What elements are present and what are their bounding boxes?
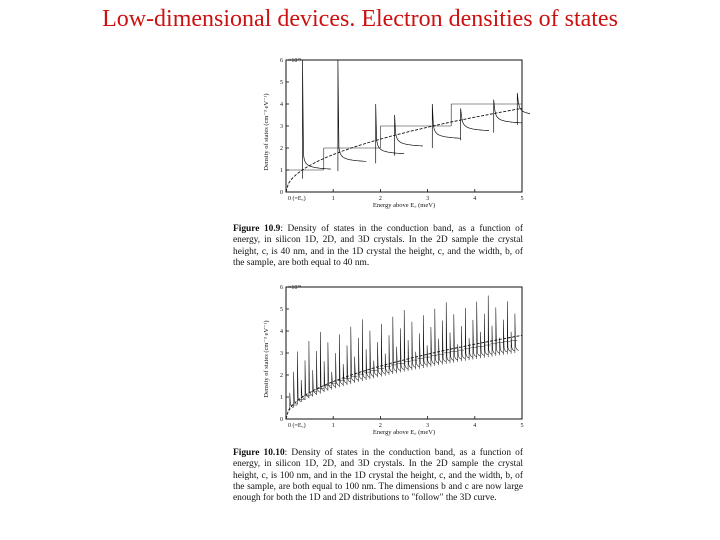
series-1d-peak [496,308,500,356]
y-ticks [280,285,289,423]
series-1d-peak [362,319,366,381]
x-tick-label: 0 (=E꜀) [288,423,306,429]
y-tick-label: 0 [280,190,283,196]
series-1d-peak [339,334,343,387]
series-3d-line [286,108,522,192]
y-axis-label: Density of states (cm⁻³ eV⁻¹) [263,320,270,398]
x-tick-label: 5 [520,196,524,202]
x-tick-label: 2 [378,423,382,429]
series-1d-peak [395,115,423,156]
series-1d-peak [488,296,492,358]
series-1d-peak [461,108,489,140]
series-1d-peak [446,302,450,364]
x-tick-label: 0 (=E꜀) [288,196,306,202]
series-1d-peak [481,332,485,358]
series-1d-peak [465,308,469,361]
series-1d-peak [366,349,370,380]
y-tick-label: 4 [280,102,283,108]
y-ticks [280,58,289,196]
series-1d-peak [462,326,466,361]
scale-label: ×10¹⁹ [288,285,302,291]
series-1d-peak [301,380,305,402]
series-1d-peak [423,315,427,368]
y-axis-label: Density of states (cm⁻³ eV⁻¹) [263,93,270,171]
series-1d-peak [393,317,397,374]
x-ticks [286,416,524,429]
series-1d-peak [484,314,488,358]
series-1d-peak [359,338,363,382]
figure-2-caption [233,448,523,504]
x-axis-label: Energy above E꜀ (meV) [372,202,436,209]
y-tick-label: 5 [280,80,283,86]
x-tick-label: 5 [520,423,524,429]
y-tick-label: 2 [280,373,283,379]
series-1d-peak [397,347,401,373]
series-1d-peak [427,345,431,367]
x-tick-label: 4 [473,423,477,429]
series-1d-peak [313,370,317,396]
series-1d-peak [404,310,408,372]
y-tick-label: 3 [280,124,283,130]
slide-title: Low-dimensional devices. Electron densities of states [102,6,618,32]
series-1d-peak [309,341,313,398]
series-1d-peak [328,342,332,390]
series-1d-peak [290,393,294,411]
x-tick-label: 3 [426,196,430,202]
y-tick-label: 4 [280,329,283,335]
series-1d-peak [507,301,511,354]
y-tick-label: 5 [280,307,283,313]
series-1d-peak [374,361,378,379]
series-1d-peak [431,327,435,367]
y-tick-label: 1 [280,395,283,401]
series-1d-peak [477,302,481,359]
caption-text: : Density of states in the conduction band, as a function of energy, in silicon 1D, 2D, and 3D crystals. In the 2D sample the crystal height, c, is 100 nm, and in the 1D crystal the height, c, and the width, b, of the sample, are both equal to 100 nm. The dimensions b and c are now large enough for both the 1D and 2D distributions to "follow" the 3D curve. [233,448,523,504]
figure-2-plot [258,279,530,437]
series-1d-peak [494,100,522,133]
series-1d-peak [473,320,477,360]
x-axis-label: Energy above E꜀ (meV) [372,429,436,436]
series-1d-peak [469,338,473,360]
series-1d-peak [370,331,374,379]
figure-1-plot [258,52,530,210]
x-tick-label: 2 [378,196,382,202]
series-1d-peak [503,320,507,355]
caption-text: : Density of states in the conduction band, as a function of energy, in silicon 1D, 2D, and 3D crystals. In the 2D sample the crystal height, c, is 40 nm, and in the 1D crystal the height, c, and the width, b, of the sample, are both equal to 40 nm. [233,224,523,268]
series-1d-peak [416,352,420,370]
y-tick-label: 6 [280,285,283,291]
figure-1-caption [233,224,523,269]
series-1d-peak [351,327,355,384]
series-1d-peak [511,332,515,354]
series-1d-peak [420,334,424,369]
series-1d-peak [454,314,458,362]
scale-label: ×10¹⁹ [288,58,302,64]
series-1d-peak [355,357,359,383]
y-tick-label: 2 [280,146,283,152]
caption-label: Figure 10.9 [233,224,281,234]
series-1d-peak [400,328,404,372]
y-tick-label: 0 [280,417,283,423]
series-1d-peak [492,326,496,357]
series-1d-peak [442,321,446,365]
series-1d-peak [338,60,366,171]
series-1d-peak [450,332,454,363]
series-1d-peak [303,60,331,179]
x-tick-label: 3 [426,423,430,429]
series-1d-peak [435,309,439,366]
series-1d-peak [297,352,301,405]
series-1d-peak [324,361,328,392]
series-1d-peak [343,364,347,386]
y-tick-label: 3 [280,351,283,357]
y-tick-label: 6 [280,58,283,64]
series-1d-peak [389,335,393,375]
series-1d-peak [500,338,504,356]
series-1d-peak [439,339,443,365]
series-1d-peak [412,322,416,370]
caption-label: Figure 10.10 [233,448,285,458]
x-tick-label: 1 [331,196,335,202]
series-1d-peak [408,340,412,371]
series-1d-peak [347,345,351,385]
x-tick-label: 4 [473,196,477,202]
series-1d-peak [320,332,324,394]
x-tick-label: 1 [331,423,335,429]
series-1d-peak [378,342,382,377]
curves [286,296,522,420]
series-1d-peak [515,314,519,354]
curves [286,60,530,192]
y-tick-label: 1 [280,168,283,174]
x-ticks [286,189,524,202]
